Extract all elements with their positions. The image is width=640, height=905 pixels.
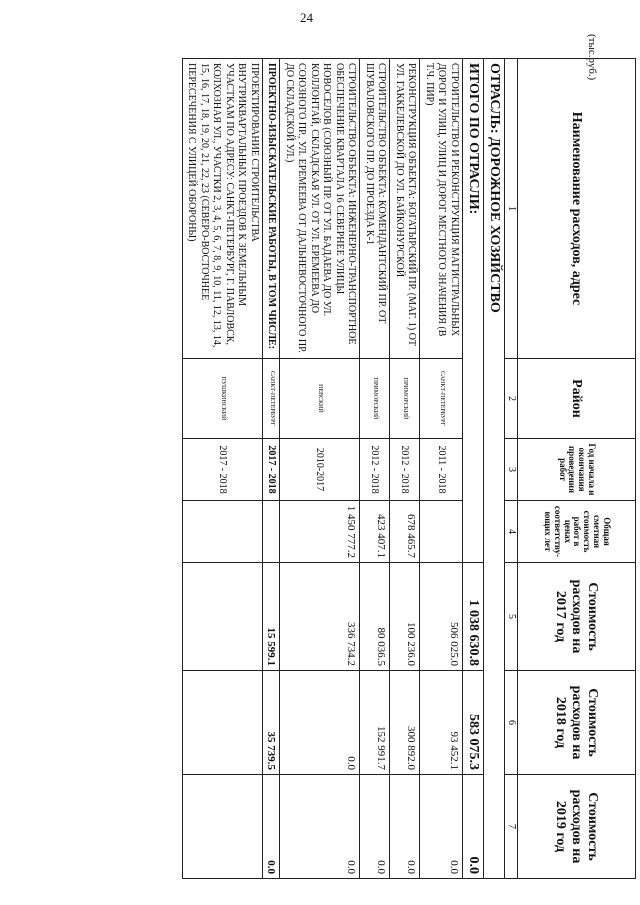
- row-name: ПРОЕКТИРОВАНИЕ СТРОИТЕЛЬСТВА ВНУТРИКВАРТАЛЬНЫХ ПРОЕЗДОВ К ЗЕМЕЛЬНЫМ УЧАСТКАМ ПО АДРЕСУ: САНКТ-ПЕТЕРБУРГ, Г. ПАВЛОВСК, КОЛХОЗНАЯ УЛ., УЧАСТКИ 2, 3, 4, 5, 6, 7, 8, 9, 10, 11, 12, 13, 14, 15, 16, 17, 18, 19, 20, 21, 22, 23 (СЕВЕРО-ВОСТОЧНЕЕ ПЕРЕСЕЧЕНИЯ С УЛИЦЕЙ ОБОРОНЫ): [183, 59, 263, 359]
- unit-note: (тыс.руб.): [586, 34, 598, 81]
- column-number: 4: [505, 501, 518, 563]
- table-row: [183, 59, 263, 879]
- row-name: СТРОИТЕЛЬСТВО ОБЪЕКТА: КОМЕНДАНТСКИЙ ПР. ОТ ШУВАЛОВСКОГО ПР. ДО ПРОЕЗДА К-1: [360, 59, 390, 359]
- column-number: 2: [505, 359, 518, 439]
- row-district: ПРИМОРСКИЙ: [360, 359, 390, 439]
- row-cost-2019: 0.0: [263, 775, 281, 879]
- row-total-cost: [420, 501, 463, 563]
- row-cost-2018: 300 892.0: [390, 671, 420, 775]
- table-row: [280, 59, 360, 879]
- table-row: [360, 59, 390, 879]
- row-cost-2019: 0.0: [360, 775, 390, 879]
- total-label: ИТОГО ПО ОТРАСЛИ:: [463, 59, 484, 563]
- row-cost-2019: 0.0: [390, 775, 420, 879]
- row-name: СТРОИТЕЛЬСТВО ОБЪЕКТА: ИНЖЕНЕРНО-ТРАНСПОРТНОЕ ОБЕСПЕЧЕНИЕ КВАРТАЛА 16 СЕВЕРНЕЕ УЛИЦЫ НОВОСЕЛОВ (СОЮЗНЫЙ ПР. ОТ УЛ. БАДАЕВА ДО УЛ. КОЛЛОНТАЙ, СКЛАДСКАЯ УЛ. ОТ УЛ. ЕРЕМЕЕВА ДО СОЮЗНОГО ПР., УЛ. ЕРЕМЕЕВА ОТ ДАЛЬНЕВОСТОЧНОГО ПР. ДО СКЛАДСКОЙ УЛ.): [280, 59, 360, 359]
- row-total-cost: 678 465.7: [390, 501, 420, 563]
- row-years: 2017 - 2018: [183, 439, 263, 501]
- header-district: Район: [518, 359, 636, 439]
- row-cost-2019: 0.0: [280, 775, 360, 879]
- row-years: 2012 - 2018: [390, 439, 420, 501]
- page-number: 24: [300, 10, 313, 25]
- table-row: [420, 59, 463, 879]
- row-cost-2017: 336 734.2: [280, 563, 360, 671]
- row-years: 2012 - 2018: [360, 439, 390, 501]
- row-total-cost: 1 450 777.2: [280, 501, 360, 563]
- column-number-row: [505, 59, 518, 879]
- row-cost-2017: 80 036.5: [360, 563, 390, 671]
- row-years: 2010-2017: [280, 439, 360, 501]
- row-district: ПРИМОРСКИЙ: [390, 359, 420, 439]
- row-cost-2017: 15 599.1: [263, 563, 281, 671]
- row-years: 2011 - 2018: [420, 439, 463, 501]
- column-number: 7: [505, 775, 518, 879]
- rotated-table-container: [148, 58, 636, 878]
- row-district: НЕВСКИЙ: [280, 359, 360, 439]
- row-district: ПУШКИНСКИЙ: [183, 359, 263, 439]
- row-cost-2017: 506 025.0: [420, 563, 463, 671]
- row-cost-2018: 152 991.7: [360, 671, 390, 775]
- header-total-cost: Общая сметная стоимость работ в ценах соответству-ющих лет: [518, 501, 636, 563]
- header-name: Наименование расходов, адрес: [518, 59, 636, 359]
- table-row: [390, 59, 420, 879]
- section-row: [484, 59, 505, 879]
- row-cost-2017: [183, 563, 263, 671]
- row-cost-2018: 93 452.1: [420, 671, 463, 775]
- total-row: [463, 59, 484, 879]
- row-total-cost: 423 407.1: [360, 501, 390, 563]
- row-years: 2017 - 2018: [263, 439, 281, 501]
- total-2018: 583 075.3: [463, 671, 484, 775]
- total-2017: 1 038 630.8: [463, 563, 484, 671]
- header-cost-2019: Стоимость расходов на 2019 год: [518, 775, 636, 879]
- row-cost-2018: 0.0: [280, 671, 360, 775]
- row-cost-2019: [183, 775, 263, 879]
- total-2019: 0.0: [463, 775, 484, 879]
- row-district: САНКТ-ПЕТЕРБУРГ: [263, 359, 281, 439]
- column-number: 5: [505, 563, 518, 671]
- column-number: 1: [505, 59, 518, 359]
- row-name: СТРОИТЕЛЬСТВО И РЕКОНСТРУКЦИЯ МАГИСТРАЛЬНЫХ ДОРОГ И УЛИЦ, УЛИЦ И ДОРОГ МЕСТНОГО ЗНАЧЕНИЯ (В Т.Ч. ПИР): [420, 59, 463, 359]
- header-cost-2017: Стоимость расходов на 2017 год: [518, 563, 636, 671]
- row-total-cost: [263, 501, 281, 563]
- row-cost-2017: 100 236.0: [390, 563, 420, 671]
- section-title: ОТРАСЛЬ: ДОРОЖНОЕ ХОЗЯЙСТВО: [484, 59, 505, 879]
- row-cost-2018: [183, 671, 263, 775]
- row-cost-2019: 0.0: [420, 775, 463, 879]
- header-years: Год начала и окончания проведения работ: [518, 439, 636, 501]
- header-cost-2018: Стоимость расходов на 2018 год: [518, 671, 636, 775]
- expenses-table: [182, 58, 636, 879]
- row-district: САНКТ-ПЕТЕРБУРГ: [420, 359, 463, 439]
- row-name: РЕКОНСТРУКЦИЯ ОБЪЕКТА: БОГАТЫРСКИЙ ПР. (МАГ. 1) ОТ УЛ. ГАККЕЛЕВСКОЙ ДО УЛ. БАЙКОНУРСКОЙ: [390, 59, 420, 359]
- row-name: ПРОЕКТНО-ИЗЫСКАТЕЛЬСКИЕ РАБОТЫ, В ТОМ ЧИСЛЕ:: [263, 59, 281, 359]
- table-row: [263, 59, 281, 879]
- column-number: 3: [505, 439, 518, 501]
- row-cost-2018: 35 739.5: [263, 671, 281, 775]
- row-total-cost: [183, 501, 263, 563]
- column-number: 6: [505, 671, 518, 775]
